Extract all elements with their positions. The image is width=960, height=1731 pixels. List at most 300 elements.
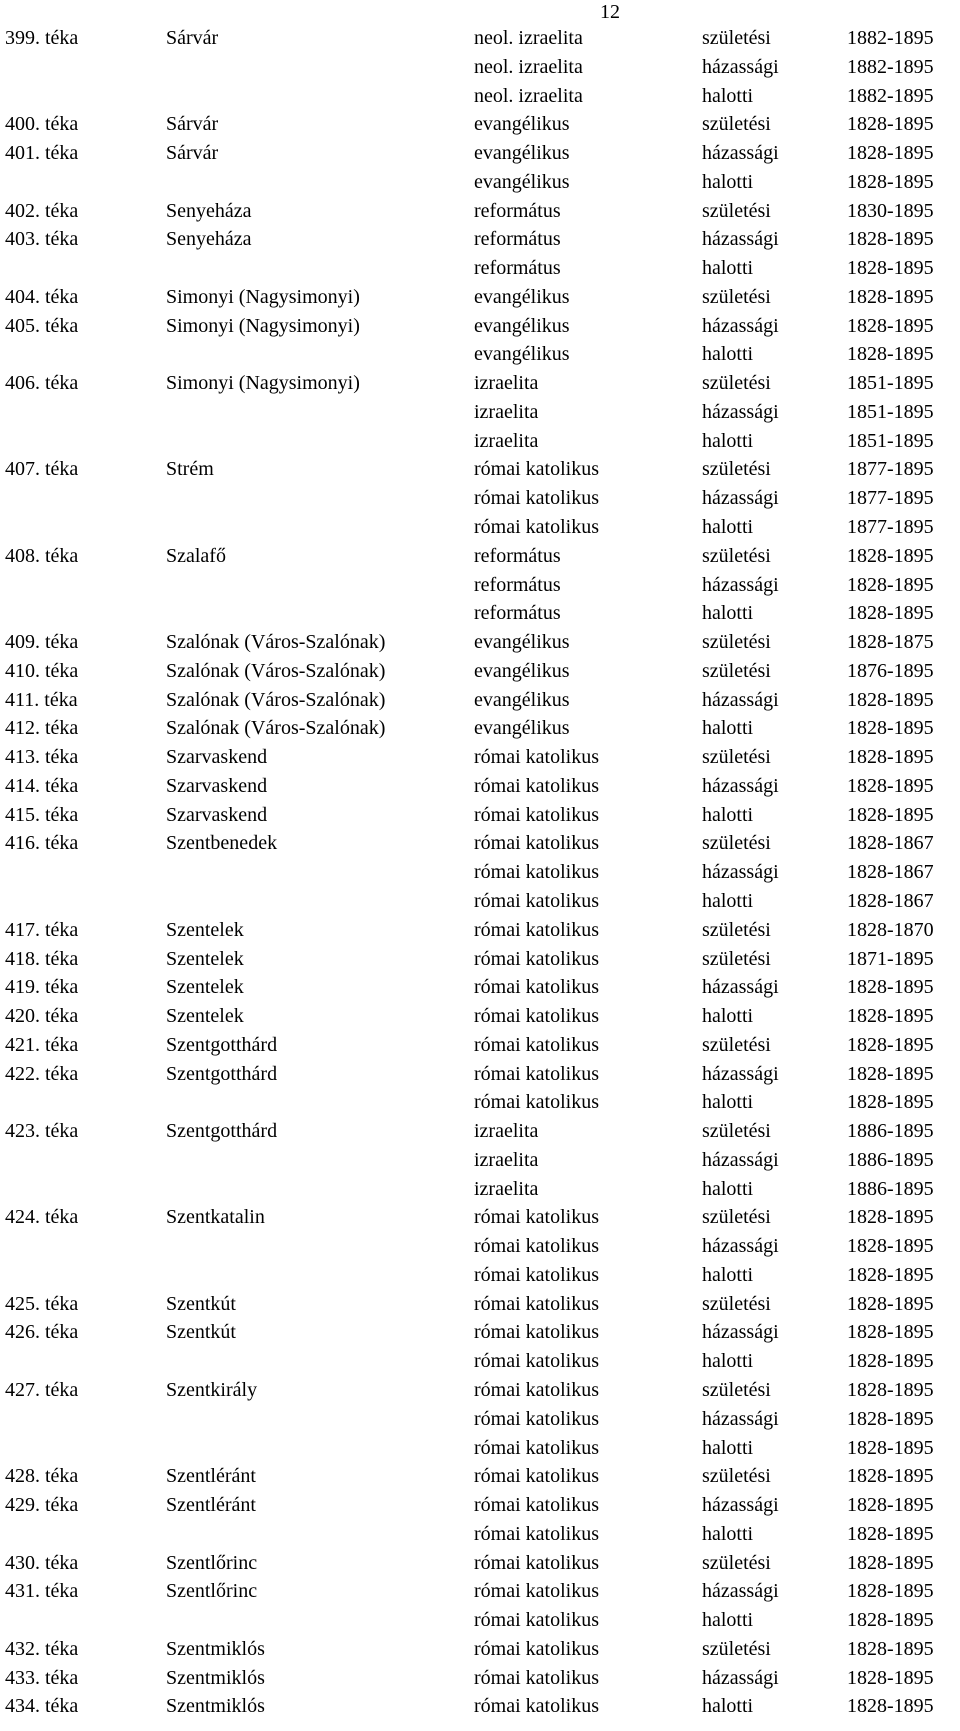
teka-number: 429. téka: [5, 1494, 79, 1517]
place-name: Szentkatalin: [166, 1206, 265, 1229]
record-row: [0, 513, 960, 542]
religion: izraelita: [474, 1177, 539, 1200]
record-row: [0, 369, 960, 398]
teka-number: 433. téka: [5, 1666, 79, 1689]
religion: római katolikus: [474, 458, 599, 481]
year-range: 1877-1895: [847, 487, 934, 510]
record-row: [0, 427, 960, 456]
year-range: 1851-1895: [847, 400, 934, 423]
religion: római katolikus: [474, 1321, 599, 1344]
year-range: 1828-1870: [847, 918, 934, 941]
teka-number: 431. téka: [5, 1580, 79, 1603]
record-row: [0, 1203, 960, 1232]
religion: neol. izraelita: [474, 27, 583, 49]
year-range: 1828-1895: [847, 170, 934, 193]
register-type: születési: [702, 544, 771, 567]
year-range: 1828-1895: [847, 228, 934, 251]
register-type: halotti: [702, 1609, 754, 1632]
register-type: születési: [702, 113, 771, 136]
register-type: halotti: [702, 889, 754, 912]
year-range: 1828-1895: [847, 285, 934, 308]
record-row: [0, 1434, 960, 1463]
record-row: [0, 1664, 960, 1693]
register-type: születési: [702, 631, 771, 654]
register-type: házassági: [702, 228, 779, 251]
teka-number: 400. téka: [5, 113, 79, 136]
register-type: születési: [702, 1637, 771, 1660]
religion: református: [474, 257, 561, 280]
teka-number: 420. téka: [5, 1005, 79, 1028]
year-range: 1828-1895: [847, 257, 934, 280]
religion: római katolikus: [474, 1378, 599, 1401]
record-row: [0, 1692, 960, 1721]
teka-number: 426. téka: [5, 1321, 79, 1344]
year-range: 1851-1895: [847, 429, 934, 452]
place-name: Senyeháza: [166, 199, 252, 222]
register-type: házassági: [702, 400, 779, 423]
year-range: 1828-1895: [847, 343, 934, 366]
religion: evangélikus: [474, 142, 570, 165]
record-row: [0, 1405, 960, 1434]
year-range: 1828-1895: [847, 746, 934, 769]
register-type: házassági: [702, 861, 779, 884]
register-type: halotti: [702, 257, 754, 280]
record-row: [0, 1117, 960, 1146]
religion: evangélikus: [474, 170, 570, 193]
place-name: Szarvaskend: [166, 803, 268, 826]
record-row: [0, 743, 960, 772]
record-row: [0, 197, 960, 226]
register-type: házassági: [702, 688, 779, 711]
register-type: házassági: [702, 1321, 779, 1344]
place-name: Strém: [166, 458, 214, 481]
record-row: [0, 225, 960, 254]
record-row: [0, 283, 960, 312]
record-row: [0, 82, 960, 111]
record-row: [0, 686, 960, 715]
religion: római katolikus: [474, 861, 599, 884]
record-row: [0, 1290, 960, 1319]
teka-number: 421. téka: [5, 1033, 79, 1056]
register-type: házassági: [702, 1666, 779, 1689]
record-row: [0, 945, 960, 974]
teka-number: 404. téka: [5, 285, 79, 308]
register-type: halotti: [702, 170, 754, 193]
register-type: házassági: [702, 573, 779, 596]
religion: izraelita: [474, 400, 539, 423]
year-range: 1828-1895: [847, 602, 934, 625]
place-name: Simonyi (Nagysimonyi): [166, 314, 360, 337]
place-name: Szarvaskend: [166, 774, 268, 797]
year-range: 1886-1895: [847, 1148, 934, 1171]
record-row: [0, 168, 960, 197]
year-range: 1828-1895: [847, 1350, 934, 1373]
register-type: házassági: [702, 1494, 779, 1517]
year-range: 1828-1895: [847, 1609, 934, 1632]
religion: római katolikus: [474, 746, 599, 769]
year-range: 1828-1895: [847, 1637, 934, 1660]
year-range: 1828-1895: [847, 142, 934, 165]
register-type: születési: [702, 918, 771, 941]
year-range: 1828-1895: [847, 1321, 934, 1344]
year-range: 1828-1895: [847, 573, 934, 596]
record-row: [0, 53, 960, 82]
religion: római katolikus: [474, 918, 599, 941]
record-row: [0, 1088, 960, 1117]
register-type: születési: [702, 1206, 771, 1229]
religion: izraelita: [474, 429, 539, 452]
register-type: halotti: [702, 516, 754, 539]
year-range: 1828-1895: [847, 1695, 934, 1718]
record-row: [0, 1232, 960, 1261]
teka-number: 428. téka: [5, 1465, 79, 1488]
record-row: [0, 628, 960, 657]
register-type: születési: [702, 746, 771, 769]
record-row: [0, 24, 960, 53]
place-name: Szentkút: [166, 1292, 236, 1315]
record-row: [0, 657, 960, 686]
year-range: 1877-1895: [847, 516, 934, 539]
religion: evangélikus: [474, 343, 570, 366]
religion: római katolikus: [474, 947, 599, 970]
year-range: 1828-1895: [847, 1091, 934, 1114]
place-name: Szentbenedek: [166, 832, 278, 855]
place-name: Senyeháza: [166, 228, 252, 251]
year-range: 1828-1895: [847, 1407, 934, 1430]
year-range: 1886-1895: [847, 1177, 934, 1200]
place-name: Szentelek: [166, 947, 244, 970]
record-row: [0, 1002, 960, 1031]
place-name: Simonyi (Nagysimonyi): [166, 372, 360, 395]
teka-number: 401. téka: [5, 142, 79, 165]
place-name: Szentelek: [166, 1005, 244, 1028]
year-range: 1882-1895: [847, 55, 934, 78]
year-range: 1877-1895: [847, 458, 934, 481]
year-range: 1886-1895: [847, 1120, 934, 1143]
teka-number: 423. téka: [5, 1120, 79, 1143]
record-row: [0, 1635, 960, 1664]
religion: református: [474, 602, 561, 625]
religion: római katolikus: [474, 1666, 599, 1689]
register-type: házassági: [702, 1235, 779, 1258]
record-row: [0, 542, 960, 571]
place-name: Szarvaskend: [166, 746, 268, 769]
teka-number: 412. téka: [5, 717, 79, 740]
religion: római katolikus: [474, 1033, 599, 1056]
teka-number: 432. téka: [5, 1637, 79, 1660]
year-range: 1828-1895: [847, 1206, 934, 1229]
teka-number: 416. téka: [5, 832, 79, 855]
religion: római katolikus: [474, 1494, 599, 1517]
record-row: [0, 599, 960, 628]
record-row: [0, 1376, 960, 1405]
teka-number: 418. téka: [5, 947, 79, 970]
register-type: születési: [702, 1120, 771, 1143]
religion: római katolikus: [474, 1695, 599, 1718]
year-range: 1828-1895: [847, 976, 934, 999]
register-type: születési: [702, 1033, 771, 1056]
record-row: [0, 1549, 960, 1578]
year-range: 1828-1867: [847, 861, 934, 884]
year-range: 1828-1895: [847, 314, 934, 337]
register-type: házassági: [702, 774, 779, 797]
year-range: 1828-1895: [847, 1005, 934, 1028]
page-number: 12: [600, 1, 620, 23]
religion: római katolikus: [474, 1436, 599, 1459]
religion: evangélikus: [474, 631, 570, 654]
religion: izraelita: [474, 1120, 539, 1143]
year-range: 1828-1895: [847, 1494, 934, 1517]
religion: római katolikus: [474, 1005, 599, 1028]
year-range: 1828-1895: [847, 544, 934, 567]
register-type: halotti: [702, 343, 754, 366]
teka-number: 415. téka: [5, 803, 79, 826]
register-type: születési: [702, 947, 771, 970]
teka-number: 424. téka: [5, 1206, 79, 1229]
year-range: 1828-1895: [847, 717, 934, 740]
place-name: Szentkút: [166, 1321, 236, 1344]
year-range: 1828-1895: [847, 1235, 934, 1258]
religion: római katolikus: [474, 1292, 599, 1315]
teka-number: 419. téka: [5, 976, 79, 999]
register-type: születési: [702, 285, 771, 308]
record-row: [0, 312, 960, 341]
register-type: halotti: [702, 84, 754, 107]
religion: római katolikus: [474, 1522, 599, 1545]
record-row: [0, 1347, 960, 1376]
religion: római katolikus: [474, 1062, 599, 1085]
year-range: 1828-1895: [847, 1465, 934, 1488]
record-row: [0, 398, 960, 427]
year-range: 1828-1867: [847, 832, 934, 855]
religion: evangélikus: [474, 113, 570, 136]
religion: római katolikus: [474, 1580, 599, 1603]
place-name: Szentlőrinc: [166, 1551, 258, 1574]
religion: római katolikus: [474, 1407, 599, 1430]
record-row: [0, 1606, 960, 1635]
religion: római katolikus: [474, 976, 599, 999]
record-row: [0, 139, 960, 168]
year-range: 1828-1895: [847, 1522, 934, 1545]
register-type: születési: [702, 832, 771, 855]
religion: római katolikus: [474, 487, 599, 510]
place-name: Szentgotthárd: [166, 1062, 278, 1085]
register-type: halotti: [702, 717, 754, 740]
place-name: Szalónak (Város-Szalónak): [166, 717, 386, 740]
year-range: 1828-1895: [847, 1378, 934, 1401]
record-row: [0, 1318, 960, 1347]
record-row: [0, 1577, 960, 1606]
year-range: 1828-1895: [847, 688, 934, 711]
place-name: Simonyi (Nagysimonyi): [166, 285, 360, 308]
place-name: Sárvár: [166, 113, 219, 136]
year-range: 1828-1895: [847, 1436, 934, 1459]
year-range: 1882-1895: [847, 84, 934, 107]
register-type: halotti: [702, 1263, 754, 1286]
register-type: halotti: [702, 429, 754, 452]
record-row: [0, 1261, 960, 1290]
teka-number: 399. téka: [5, 27, 79, 49]
register-type: halotti: [702, 1350, 754, 1373]
records-list: [0, 24, 960, 1721]
register-type: születési: [702, 372, 771, 395]
teka-number: 414. téka: [5, 774, 79, 797]
teka-number: 434. téka: [5, 1695, 79, 1718]
register-type: halotti: [702, 1177, 754, 1200]
record-row: [0, 829, 960, 858]
place-name: Szalónak (Város-Szalónak): [166, 688, 386, 711]
register-type: halotti: [702, 1522, 754, 1545]
record-row: [0, 1462, 960, 1491]
religion: izraelita: [474, 372, 539, 395]
teka-number: 413. téka: [5, 746, 79, 769]
religion: református: [474, 573, 561, 596]
register-type: házassági: [702, 1407, 779, 1430]
year-range: 1876-1895: [847, 659, 934, 682]
teka-number: 417. téka: [5, 918, 79, 941]
register-type: halotti: [702, 602, 754, 625]
place-name: Szentelek: [166, 976, 244, 999]
record-row: [0, 858, 960, 887]
teka-number: 407. téka: [5, 458, 79, 481]
religion: evangélikus: [474, 659, 570, 682]
register-type: születési: [702, 1378, 771, 1401]
record-row: [0, 973, 960, 1002]
place-name: Szentmiklós: [166, 1695, 265, 1718]
register-type: házassági: [702, 1062, 779, 1085]
place-name: Szentléránt: [166, 1494, 256, 1517]
year-range: 1830-1895: [847, 199, 934, 222]
record-row: [0, 1175, 960, 1204]
religion: református: [474, 228, 561, 251]
religion: evangélikus: [474, 717, 570, 740]
place-name: Szentlőrinc: [166, 1580, 258, 1603]
teka-number: 411. téka: [5, 688, 78, 711]
record-row: [0, 110, 960, 139]
teka-number: 427. téka: [5, 1378, 79, 1401]
religion: római katolikus: [474, 1235, 599, 1258]
religion: római katolikus: [474, 1609, 599, 1632]
record-row: [0, 455, 960, 484]
register-type: születési: [702, 659, 771, 682]
religion: evangélikus: [474, 314, 570, 337]
register-type: halotti: [702, 1436, 754, 1459]
place-name: Szentmiklós: [166, 1637, 265, 1660]
year-range: 1851-1895: [847, 372, 934, 395]
record-row: [0, 772, 960, 801]
register-type: halotti: [702, 1695, 754, 1718]
religion: neol. izraelita: [474, 55, 583, 78]
teka-number: 408. téka: [5, 544, 79, 567]
record-row: [0, 1031, 960, 1060]
religion: római katolikus: [474, 889, 599, 912]
place-name: Szentmiklós: [166, 1666, 265, 1689]
register-type: születési: [702, 199, 771, 222]
register-type: házassági: [702, 976, 779, 999]
religion: római katolikus: [474, 1350, 599, 1373]
religion: református: [474, 544, 561, 567]
place-name: Szentkirály: [166, 1378, 258, 1401]
year-range: 1828-1895: [847, 803, 934, 826]
teka-number: 422. téka: [5, 1062, 79, 1085]
register-type: házassági: [702, 1148, 779, 1171]
register-type: házassági: [702, 314, 779, 337]
record-row: [0, 1146, 960, 1175]
place-name: Szentelek: [166, 918, 244, 941]
record-row: [0, 887, 960, 916]
religion: római katolikus: [474, 516, 599, 539]
record-row: [0, 714, 960, 743]
teka-number: 403. téka: [5, 228, 79, 251]
register-type: születési: [702, 1292, 771, 1315]
year-range: 1828-1895: [847, 1551, 934, 1574]
register-type: halotti: [702, 1091, 754, 1114]
record-row: [0, 571, 960, 600]
teka-number: 405. téka: [5, 314, 79, 337]
religion: római katolikus: [474, 1091, 599, 1114]
register-type: házassági: [702, 55, 779, 78]
place-name: Szentléránt: [166, 1465, 256, 1488]
record-row: [0, 1060, 960, 1089]
place-name: Szalónak (Város-Szalónak): [166, 659, 386, 682]
religion: izraelita: [474, 1148, 539, 1171]
record-row: [0, 340, 960, 369]
place-name: Szalónak (Város-Szalónak): [166, 631, 386, 654]
religion: római katolikus: [474, 1637, 599, 1660]
year-range: 1828-1895: [847, 1263, 934, 1286]
year-range: 1828-1895: [847, 1580, 934, 1603]
year-range: 1828-1895: [847, 113, 934, 136]
record-row: [0, 916, 960, 945]
register-type: házassági: [702, 1580, 779, 1603]
teka-number: 430. téka: [5, 1551, 79, 1574]
year-range: 1828-1895: [847, 774, 934, 797]
register-type: születési: [702, 1465, 771, 1488]
teka-number: 406. téka: [5, 372, 79, 395]
register-type: születési: [702, 1551, 771, 1574]
record-row: [0, 254, 960, 283]
religion: római katolikus: [474, 1206, 599, 1229]
register-type: házassági: [702, 487, 779, 510]
record-row: [0, 1520, 960, 1549]
place-name: Szalafő: [166, 544, 226, 567]
religion: református: [474, 199, 561, 222]
year-range: 1828-1867: [847, 889, 934, 912]
register-type: születési: [702, 27, 771, 49]
religion: római katolikus: [474, 832, 599, 855]
religion: neol. izraelita: [474, 84, 583, 107]
year-range: 1871-1895: [847, 947, 934, 970]
record-row: [0, 801, 960, 830]
religion: római katolikus: [474, 774, 599, 797]
place-name: Szentgotthárd: [166, 1033, 278, 1056]
religion: evangélikus: [474, 285, 570, 308]
year-range: 1828-1895: [847, 1666, 934, 1689]
teka-number: 425. téka: [5, 1292, 79, 1315]
year-range: 1828-1895: [847, 1062, 934, 1085]
register-type: halotti: [702, 803, 754, 826]
year-range: 1828-1895: [847, 1292, 934, 1315]
religion: római katolikus: [474, 1263, 599, 1286]
place-name: Sárvár: [166, 142, 219, 165]
register-type: házassági: [702, 142, 779, 165]
record-row: [0, 484, 960, 513]
place-name: Sárvár: [166, 27, 219, 49]
record-row: [0, 1491, 960, 1520]
year-range: 1882-1895: [847, 27, 934, 49]
teka-number: 402. téka: [5, 199, 79, 222]
year-range: 1828-1875: [847, 631, 934, 654]
